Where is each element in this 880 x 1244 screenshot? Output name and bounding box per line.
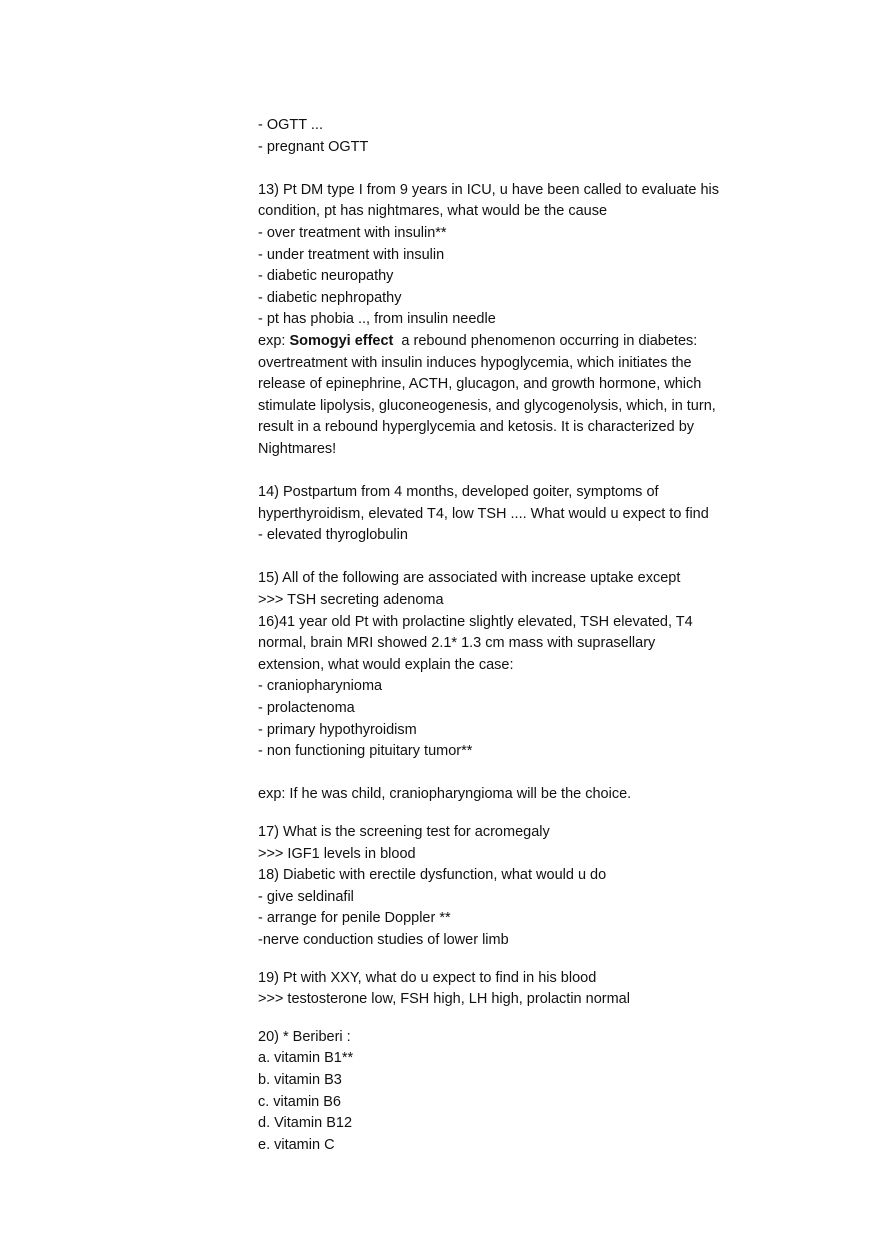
answer-option: - non functioning pituitary tumor** [258,743,473,760]
explanation-prefix: exp: [258,332,290,349]
answer-line: >>> IGF1 levels in blood [258,845,416,862]
question-13 [258,180,758,461]
explanation-text: a rebound phenomenon occurring in diabetes: [393,332,698,349]
answer-line: >>> testosterone low, FSH high, LH high, prolactin normal [258,991,630,1008]
question-stem: 20) * Beriberi : [258,1028,351,1045]
answer-option: e. vitamin C [258,1136,335,1153]
question-stem: 14) Postpartum from 4 months, developed goiter, symptoms of [258,484,659,501]
question-16 [258,612,758,806]
answer-option: - craniopharynioma [258,678,383,695]
answer-option: - diabetic nephropathy [258,289,402,306]
answer-option: - elevated thyroglobulin [258,527,408,544]
answer-option: d. Vitamin B12 [258,1115,353,1132]
explanation-line: exp: If he was child, craniopharyngioma will be the choice. [258,786,632,803]
explanation-term: Somogyi effect [289,332,394,349]
intro-block [258,115,758,158]
question-15 [258,568,758,611]
question-stem: 13) Pt DM type I from 9 years in ICU, u have been called to evaluate his [258,181,720,198]
answer-option: -nerve conduction studies of lower limb [258,931,509,948]
answer-option: - give seldinafil [258,888,354,905]
question-18 [258,865,758,951]
question-19 [258,968,758,1011]
answer-option: - pt has phobia .., from insulin needle [258,311,496,328]
answer-option: - arrange for penile Doppler ** [258,910,451,927]
answer-option: b. vitamin B3 [258,1071,342,1088]
question-stem: 17) What is the screening test for acromegaly [258,824,550,840]
answer-option: - diabetic neuropathy [258,268,394,285]
question-14 [258,482,758,547]
explanation-line: release of epinephrine, ACTH, glucagon, and growth hormone, which [258,376,702,393]
answer-option: c. vitamin B6 [258,1093,341,1110]
question-stem: normal, brain MRI showed 2.1* 1.3 cm mass with suprasellary [258,635,656,652]
explanation-line: stimulate lipolysis, gluconeogenesis, and glycogenolysis, which, in turn, [258,397,716,414]
question-stem: 18) Diabetic with erectile dysfunction, what would u do [258,867,607,884]
explanation-line: Nightmares! [258,440,337,457]
intro-line: - OGTT ... [258,117,323,133]
answer-option: - under treatment with insulin [258,246,445,263]
question-stem: extension, what would explain the case: [258,656,514,673]
question-stem: hyperthyroidism, elevated T4, low TSH .... What would u expect to find [258,505,709,522]
question-stem: 15) All of the following are associated with increase uptake except [258,570,681,587]
explanation-line: overtreatment with insulin induces hypoglycemia, which initiates the [258,354,692,371]
explanation-first-line [258,331,758,353]
explanation-line: result in a rebound hyperglycemia and ketosis. It is characterized by [258,419,695,436]
answer-option: - prolactenoma [258,700,355,717]
question-20 [258,1027,758,1157]
intro-line: - pregnant OGTT [258,138,369,155]
document-page [258,115,758,1156]
question-stem: 19) Pt with XXY, what do u expect to find in his blood [258,969,597,986]
question-17 [258,822,758,865]
question-stem: 16)41 year old Pt with prolactine slightly elevated, TSH elevated, T4 [258,613,693,630]
answer-option: - over treatment with insulin** [258,224,447,241]
answer-option: a. vitamin B1** [258,1050,354,1067]
question-stem: condition, pt has nightmares, what would be the cause [258,203,608,220]
answer-line: >>> TSH secreting adenoma [258,592,444,609]
answer-option: - primary hypothyroidism [258,721,417,738]
